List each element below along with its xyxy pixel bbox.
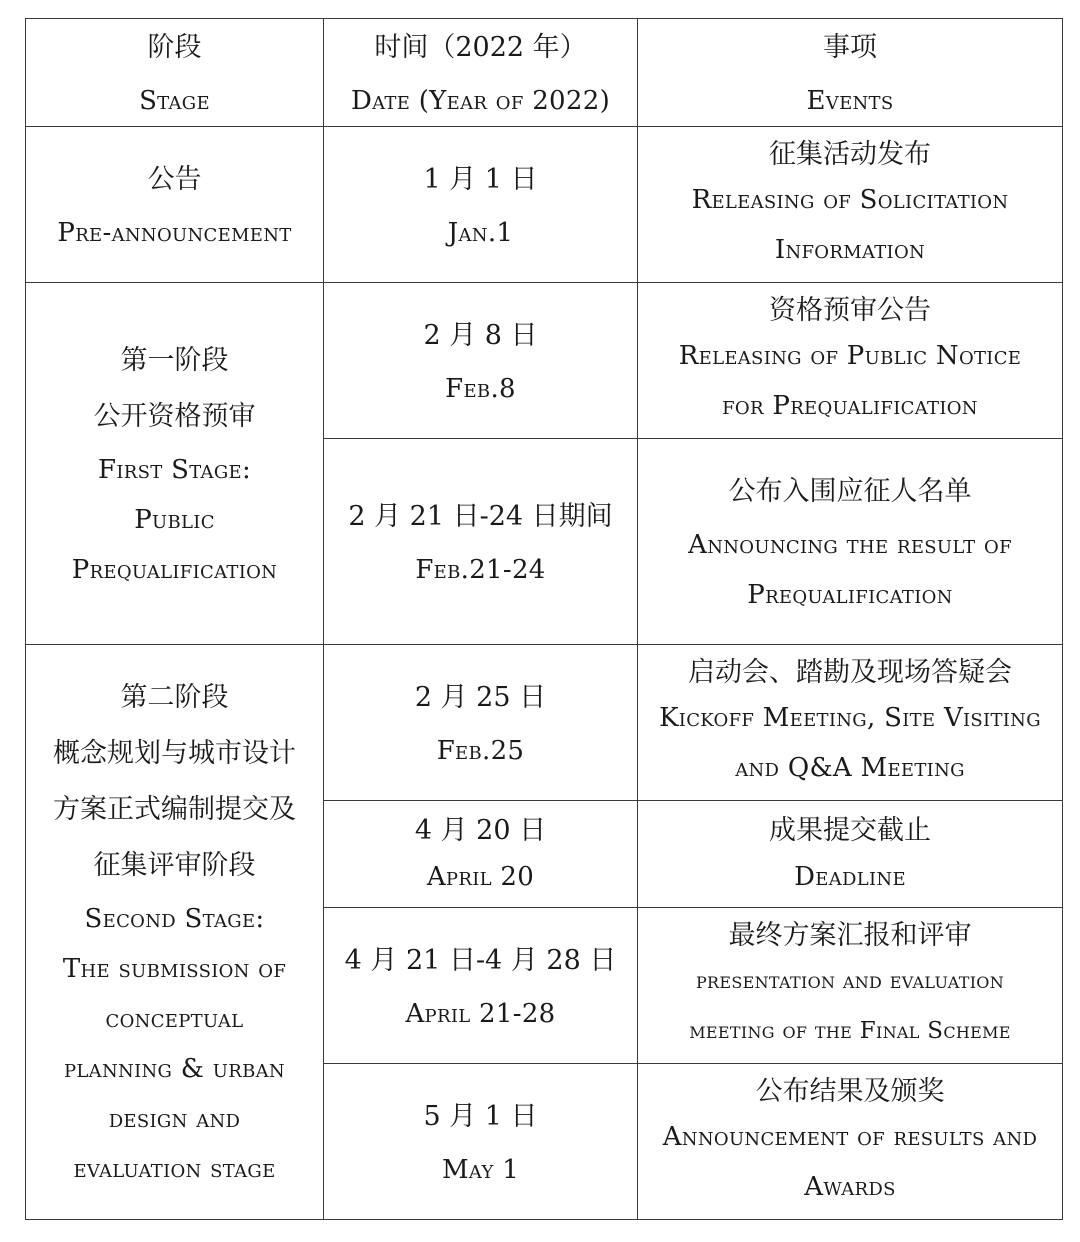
event-en: Information [774, 234, 926, 265]
stage-cell [26, 283, 324, 645]
table-row [26, 127, 1063, 283]
date-en: Feb.25 [436, 735, 525, 766]
event-zh: 最终方案汇报和评审 [728, 919, 972, 951]
event-cell [638, 801, 1063, 908]
date-zh: 5 月 1 日 [423, 1100, 538, 1132]
date-cell [324, 1064, 638, 1220]
header-row [26, 19, 1063, 127]
date-zh: 1 月 1 日 [423, 163, 538, 195]
stage-zh: 第一阶段 [120, 344, 229, 376]
date-zh: 2 月 8 日 [423, 319, 538, 351]
stage-en: planning & urban [64, 1054, 285, 1084]
event-cell [638, 908, 1063, 1064]
date-en: Feb.21-24 [415, 554, 546, 585]
stage-cell [26, 127, 324, 283]
event-en: Announcement of results and [662, 1121, 1038, 1152]
stage-en: Pre-announcement [57, 217, 292, 248]
events-header-cell [638, 19, 1063, 127]
event-en: Deadline [794, 862, 906, 892]
event-cell [638, 1064, 1063, 1220]
stage-zh: 概念规划与城市设计 [53, 738, 296, 769]
stage-header-cell [26, 19, 324, 127]
event-en: Kickoff Meeting, Site Visiting [659, 702, 1041, 733]
date-en: April 21-28 [405, 998, 556, 1029]
event-en: Announcing the result of [688, 529, 1012, 560]
date-header-zh: 时间（2022 年） [374, 31, 587, 63]
stage-en: Public [134, 504, 215, 535]
date-en: Feb.8 [445, 373, 516, 404]
date-cell [324, 439, 638, 645]
date-zh: 4 月 20 日 [414, 815, 547, 846]
event-en: Releasing of Solicitation [691, 184, 1009, 215]
event-en: Prequalification [747, 579, 953, 610]
event-zh: 公布结果及颁奖 [755, 1075, 945, 1107]
event-zh: 成果提交截止 [769, 815, 931, 846]
events-header-zh: 事项 [823, 31, 877, 63]
stage-header-zh: 阶段 [147, 31, 202, 63]
event-en: for Prequalification [722, 390, 978, 421]
stage-en: First Stage: [97, 454, 251, 485]
date-zh: 2 月 25 日 [414, 681, 547, 713]
stage-zh: 方案正式编制提交及 [53, 794, 296, 825]
stage-en: conceptual [105, 1004, 244, 1034]
stage-zh: 公告 [147, 163, 202, 195]
stage-en: Second Stage: [84, 904, 265, 934]
event-zh: 公布入围应征人名单 [728, 475, 972, 507]
table-row [26, 283, 1063, 439]
stage-zh: 第二阶段 [120, 682, 229, 713]
event-cell [638, 645, 1063, 801]
date-cell [324, 801, 638, 908]
event-en: and Q&A Meeting [735, 752, 965, 783]
event-en: Awards [804, 1171, 896, 1202]
date-cell [324, 283, 638, 439]
event-en: Releasing of Public Notice [678, 340, 1022, 371]
date-header-en: Date (Year of 2022) [350, 85, 611, 116]
event-cell [638, 283, 1063, 439]
event-zh: 启动会、踏勘及现场答疑会 [688, 656, 1012, 688]
stage-zh: 公开资格预审 [93, 400, 256, 432]
date-header-cell [324, 19, 638, 127]
date-cell [324, 645, 638, 801]
stage-en: evaluation stage [73, 1154, 276, 1184]
date-zh: 2 月 21 日-24 日期间 [348, 500, 613, 532]
event-zh: 征集活动发布 [769, 138, 931, 170]
event-cell [638, 439, 1063, 645]
date-en: Jan.1 [447, 217, 514, 248]
date-cell [324, 908, 638, 1064]
schedule-table [25, 18, 1063, 1220]
stage-en: The submission of [62, 954, 287, 984]
stage-zh: 征集评审阶段 [93, 850, 256, 881]
event-en: presentation and evaluation [695, 967, 1005, 994]
event-zh: 资格预审公告 [769, 294, 931, 326]
event-en: meeting of the Final Scheme [689, 1017, 1011, 1044]
date-en: April 20 [426, 862, 535, 892]
stage-en: Prequalification [71, 554, 278, 585]
date-zh: 4 月 21 日-4 月 28 日 [344, 944, 617, 976]
date-cell [324, 127, 638, 283]
table-row [26, 645, 1063, 801]
stage-cell [26, 645, 324, 1220]
stage-header-en: Stage [139, 85, 210, 116]
events-header-en: Events [806, 85, 894, 116]
stage-en: design and [108, 1104, 241, 1134]
event-cell [638, 127, 1063, 283]
date-en: May 1 [441, 1154, 520, 1185]
